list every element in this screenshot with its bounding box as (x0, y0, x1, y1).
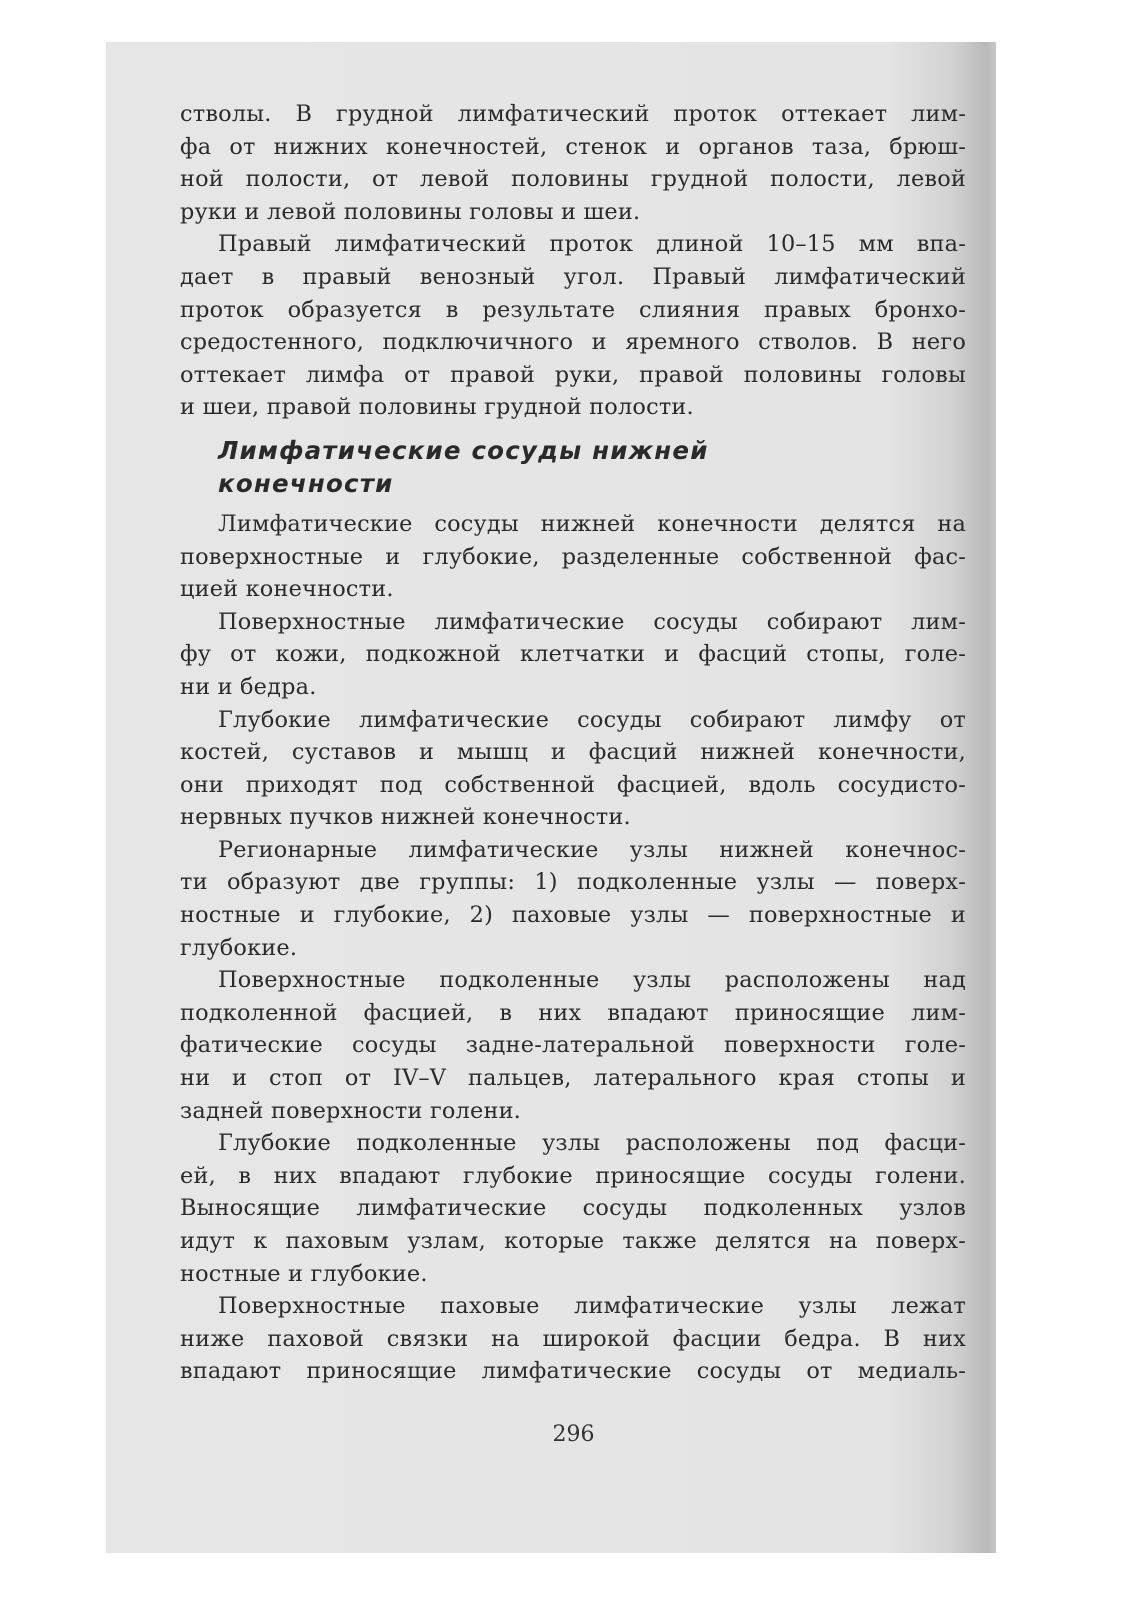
text-line: фу от кожи, подкожной клетчатки и фасций стопы, голе- (180, 641, 966, 668)
text-line: они приходят под собственной фасцией, вдоль сосудисто- (180, 771, 966, 798)
text-line: ностные и глубокие, 2) паховые узлы — поверхностные и (180, 902, 966, 929)
text-line: средостенного, подключичного и яремного стволов. В него (180, 329, 966, 356)
text-line: глубокие. (180, 934, 298, 961)
text-line: нервных пучков нижней конечности. (180, 804, 631, 831)
text-line: Поверхностные лимфатические сосуды собирают лим- (218, 608, 966, 635)
page-number-text: 296 (552, 1422, 595, 1447)
paragraph (180, 704, 966, 834)
text-line: ниже паховой связки на широкой фасции бедра. В них (180, 1325, 966, 1352)
page-number (0, 1422, 1121, 1447)
text-line: идут к паховым узлам, которые также делятся на поверх- (180, 1228, 966, 1254)
section-heading-line-1: Лимфатические сосуды нижней (218, 435, 709, 465)
text-line: Поверхностные подколенные узлы расположены над (218, 967, 966, 994)
paragraph (180, 834, 966, 964)
paragraph (180, 228, 966, 424)
text-line: Глубокие лимфатические сосуды собирают лимфу от (218, 706, 966, 733)
text-line: оттекает лимфа от правой руки, правой половины головы (180, 361, 966, 388)
text-line: Лимфатические сосуды нижней конечности делятся на (218, 510, 966, 537)
text-line: руки и левой половины головы и шеи. (180, 198, 641, 225)
paragraph (180, 508, 966, 606)
text-line: фатические сосуды задне-латеральной поверхности голе- (180, 1032, 966, 1059)
text-line: ной полости, от левой половины грудной полости, левой (180, 166, 966, 193)
text-line: и шеи, правой половины грудной полости. (180, 394, 694, 421)
text-line: подколенной фасцией, в них впадают приносящие лим- (180, 999, 966, 1026)
text-line: стволы. В грудной лимфатический проток оттекает лим- (180, 101, 966, 127)
text-line: ни и стоп от IV–V пальцев, латерального края стопы и (180, 1065, 966, 1092)
text-line: костей, суставов и мышц и фасций нижней конечности, (180, 739, 966, 766)
text-block-after-heading (180, 508, 966, 1388)
paragraph (180, 964, 966, 1127)
paragraph (180, 606, 966, 704)
text-line: Правый лимфатический проток длиной 10–15 мм впа- (218, 231, 966, 258)
text-line: задней поверхности голени. (180, 1097, 522, 1124)
text-line: ей, в них впадают глубокие приносящие сосуды голени. (180, 1162, 966, 1189)
section-heading-line-2: конечности (218, 468, 394, 498)
text-block-before-heading (180, 98, 966, 424)
section-heading (218, 434, 966, 500)
paragraph (180, 1127, 966, 1290)
text-line: ни и бедра. (180, 673, 317, 700)
text-line: фа от нижних конечностей, стенок и органов таза, брюш- (180, 133, 966, 160)
paragraph (180, 98, 966, 228)
text-line: впадают приносящие лимфатические сосуды от медиаль- (180, 1358, 966, 1385)
text-line: Поверхностные паховые лимфатические узлы лежат (218, 1293, 966, 1320)
text-line: цией конечности. (180, 576, 394, 603)
text-line: ностные и глубокие. (180, 1260, 428, 1287)
paragraph (180, 1290, 966, 1388)
text-line: Выносящие лимфатические сосуды подколенных узлов (180, 1195, 966, 1222)
text-line: проток образуется в результате слияния правых бронхо- (180, 296, 966, 323)
text-line: дает в правый венозный угол. Правый лимфатический (180, 263, 966, 290)
text-line: ти образуют две группы: 1) подколенные узлы — поверх- (180, 869, 966, 896)
page-body (180, 98, 966, 1388)
text-line: поверхностные и глубокие, разделенные собственной фас- (180, 543, 966, 570)
text-line: Регионарные лимфатические узлы нижней конечнос- (218, 836, 966, 863)
text-line: Глубокие подколенные узлы расположены под фасци- (218, 1130, 966, 1157)
